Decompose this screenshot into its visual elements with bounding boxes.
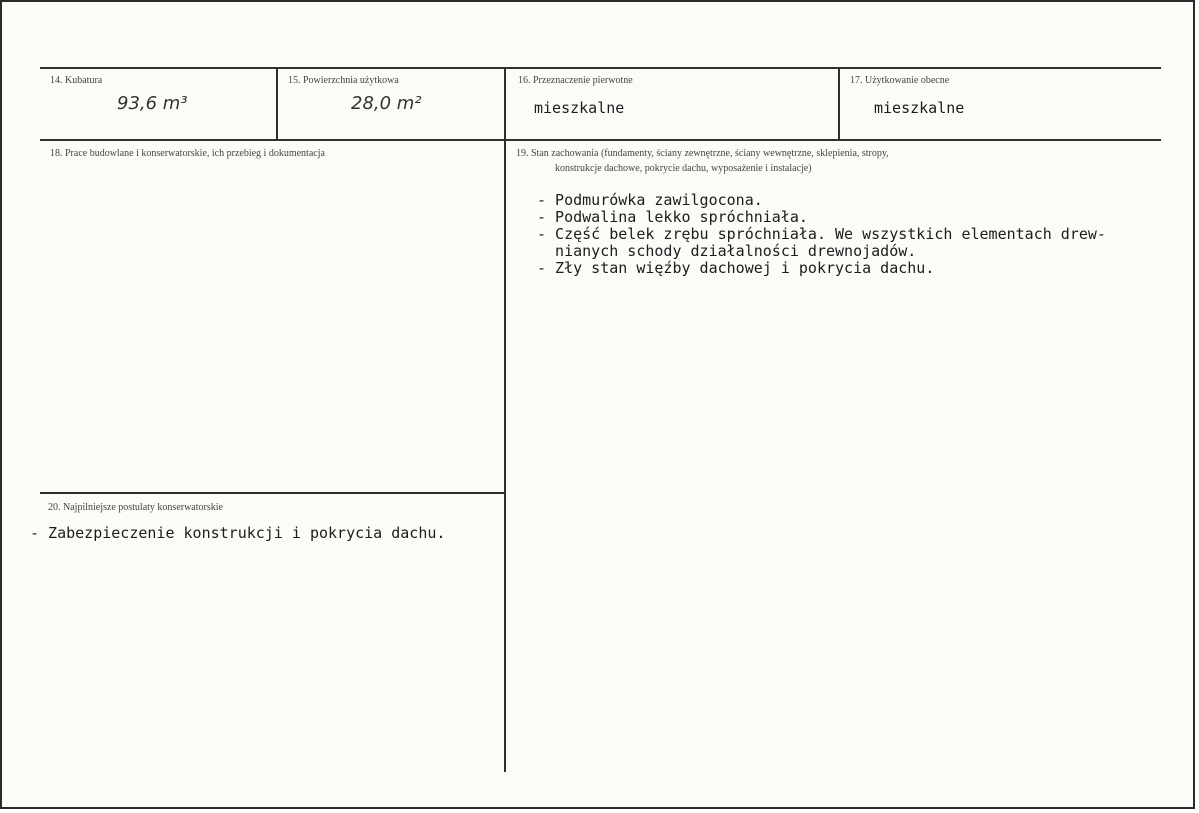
- list-item: - Część belek zrębu spróchniała. We wszystkich elementach drew-: [537, 225, 1106, 243]
- field-18-label: 18. Prace budowlane i konserwatorskie, ich przebieg i dokumentacja: [50, 148, 325, 159]
- field-19-label-line-1: 19. Stan zachowania (fundamenty, ściany zewnętrzne, ściany wewnętrzne, sklepienia, stropy,: [516, 148, 889, 159]
- field-20-value: - Zabezpieczenie konstrukcji i pokrycia dachu.: [30, 524, 446, 542]
- col-divider-1: [276, 67, 278, 141]
- row-divider: [40, 139, 1161, 141]
- condition-list: [537, 192, 1106, 277]
- field-17-value: mieszkalne: [874, 99, 965, 117]
- field-15-value: 28,0 m²: [351, 93, 422, 114]
- field-14-label: 14. Kubatura: [50, 75, 103, 86]
- field-14-value: 93,6 m³: [117, 93, 188, 114]
- field-19-label-line-2: konstrukcje dachowe, pokrycie dachu, wyposażenie i instalacje): [555, 163, 812, 174]
- field-15-label: 15. Powierzchnia użytkowa: [288, 75, 399, 86]
- list-item: nianych schody działalności drewnojadów.: [537, 242, 917, 260]
- col-divider-2: [504, 67, 506, 772]
- field-16-value: mieszkalne: [534, 99, 625, 117]
- field-17-label: 17. Użytkowanie obecne: [850, 75, 950, 86]
- top-rule: [40, 67, 1161, 69]
- list-item: - Podwalina lekko spróchniała.: [537, 208, 808, 226]
- section-20-rule: [40, 492, 504, 494]
- field-16-label: 16. Przeznaczenie pierwotne: [518, 75, 633, 86]
- list-item: - Podmurówka zawilgocona.: [537, 191, 763, 209]
- list-item: - Zły stan więźby dachowej i pokrycia dachu.: [537, 259, 935, 277]
- col-divider-3: [838, 67, 840, 141]
- field-20-label: 20. Najpilniejsze postulaty konserwatorskie: [48, 502, 223, 513]
